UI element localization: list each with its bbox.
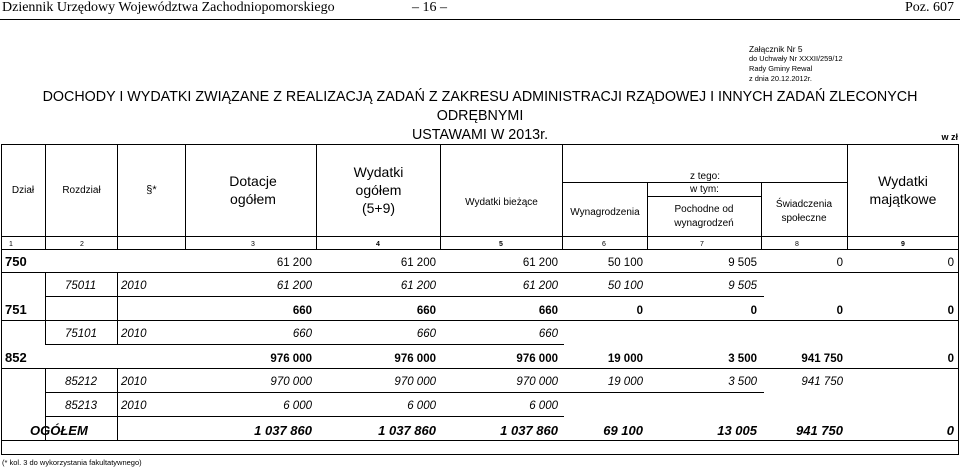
column-number: 7 (700, 241, 704, 248)
cell-dotacje: 976 000 (270, 353, 312, 365)
cell-ogolem: 970 000 (394, 376, 436, 388)
column-number: 3 (251, 241, 255, 248)
column-number: 4 (376, 241, 380, 248)
cell-biezace: 660 (538, 328, 558, 340)
cell-wynagrodzenia: 50 100 (607, 257, 643, 269)
cell-wynagrodzenia: 0 (636, 305, 643, 317)
cell-ogolem: 660 (416, 328, 436, 340)
cell-wynagrodzenia: 19 000 (607, 353, 643, 365)
title-line: USTAWAMI W 2013r. (411, 127, 549, 143)
header-divider (0, 19, 960, 20)
cell-pochodne: 9 505 (728, 257, 757, 269)
cell-swiadczenia: 0 (836, 257, 843, 269)
col-wynagrodzenia: Wynagrodzenia (570, 206, 640, 218)
cell-ogolem: 61 200 (400, 257, 436, 269)
col-w-tym: w tym: (690, 184, 719, 195)
cell-biezace: 970 000 (516, 376, 558, 388)
cell-biezace: 61 200 (522, 280, 558, 292)
col-wydatki-ogolem (317, 144, 440, 236)
column-number: 8 (795, 241, 799, 248)
cell-wynagrodzenia: 19 000 (607, 376, 643, 388)
page-number: – 16 – (412, 0, 447, 15)
attachment-line: do Uchwały Nr XXXII/259/12 (749, 54, 843, 63)
col-majatkowe: Wydatki majątkowe (869, 173, 937, 207)
cell-biezace: 1 037 860 (500, 423, 558, 438)
cell-biezace: 976 000 (516, 353, 558, 365)
cell-wynagrodzenia: 69 100 (603, 423, 643, 438)
cell-rozdzial: 85212 (65, 376, 97, 388)
cell-majatkowe: 0 (947, 257, 954, 269)
attachment-line: Rady Gminy Rewal (749, 64, 813, 73)
cell-biezace: 61 200 (522, 257, 558, 269)
col-z-tego: z tego: (689, 171, 721, 182)
cell-paragraf: 2010 (121, 376, 147, 388)
cell-dotacje: 1 037 860 (254, 423, 312, 438)
col-dzial: Dział (11, 184, 35, 196)
attachment-note (749, 44, 843, 84)
cell-wynagrodzenia: 50 100 (607, 280, 643, 292)
col-wydatki-ogolem-sub: (5+9) (361, 200, 396, 216)
cell-dzial: 750 (5, 254, 27, 269)
cell-dzial: 852 (5, 350, 27, 365)
cell-ogolem: 660 (416, 305, 436, 317)
cell-pochodne: 13 005 (717, 423, 757, 438)
cell-rozdzial: 85213 (65, 400, 97, 412)
cell-majatkowe: 0 (946, 423, 954, 438)
cell-pochodne: 9 505 (728, 280, 757, 292)
cell-dotacje: 970 000 (270, 376, 312, 388)
cell-dotacje: 660 (292, 305, 312, 317)
cell-ogolem: 61 200 (400, 280, 436, 292)
cell-rozdzial: 75011 (65, 280, 97, 292)
cell-pochodne: 3 500 (728, 353, 757, 365)
cell-pochodne: 0 (750, 305, 757, 317)
cell-rozdzial: 75101 (65, 328, 97, 340)
cell-ogolem: 976 000 (394, 353, 436, 365)
cell-paragraf: 2010 (121, 328, 147, 340)
col-paragraf: §* (146, 184, 157, 196)
cell-swiadczenia: 0 (836, 305, 843, 317)
col-wydatki-biezace: Wydatki bieżące (465, 196, 538, 208)
cell-ogolem: 1 037 860 (378, 423, 436, 438)
col-swiadczenia: Świadczenia społeczne (775, 199, 833, 224)
cell-dzial: 751 (5, 302, 27, 317)
cell-ogolem: 6 000 (407, 400, 436, 412)
cell-biezace: 660 (538, 305, 558, 317)
column-number: 2 (80, 241, 84, 248)
column-number: 1 (9, 241, 13, 248)
cell-dotacje: 6 000 (283, 400, 312, 412)
cell-paragraf: 2010 (121, 400, 147, 412)
journal-title: Dziennik Urzędowy Województwa Zachodniopomorskiego (2, 0, 335, 15)
document-title (0, 88, 960, 145)
column-number: 9 (901, 241, 905, 248)
cell-dotacje: 660 (292, 328, 312, 340)
title-line: DOCHODY I WYDATKI ZWIĄZANE Z REALIZACJĄ ZADAŃ Z ZAKRESU ADMINISTRACJI RZĄDOWEJ I INNYCH ZADAŃ ZLECONYCH ODRĘBNYMI (42, 89, 918, 124)
cell-pochodne: 3 500 (728, 376, 757, 388)
cell-swiadczenia: 941 750 (801, 353, 843, 365)
column-number: 6 (602, 241, 606, 248)
col-rozdzial: Rozdział (62, 184, 101, 196)
col-wydatki-ogolem-label: Wydatki ogółem (353, 164, 404, 198)
footnote: (* kol. 3 do wykorzystania fakultatywnego) (2, 458, 142, 467)
attachment-line: z dnia 20.12.2012r. (749, 74, 812, 83)
column-number: 5 (499, 241, 503, 248)
col-dotacje: Dotacje ogółem (229, 173, 277, 207)
cell-swiadczenia: 941 750 (801, 376, 843, 388)
running-header (0, 0, 960, 20)
cell-majatkowe: 0 (947, 305, 954, 317)
cell-swiadczenia: 941 750 (796, 423, 843, 438)
cell-biezace: 6 000 (529, 400, 558, 412)
cell-majatkowe: 0 (947, 353, 954, 365)
attachment-line: Załącznik Nr 5 (749, 44, 803, 54)
cell-dotacje: 61 200 (276, 257, 312, 269)
unit-label: w zł (941, 132, 958, 142)
total-label: OGÓŁEM (30, 423, 88, 438)
col-pochodne: Pochodne od wynagrodzeń (674, 203, 734, 229)
position-number: Poz. 607 (905, 0, 954, 15)
cell-dotacje: 61 200 (276, 280, 312, 292)
cell-paragraf: 2010 (121, 280, 147, 292)
